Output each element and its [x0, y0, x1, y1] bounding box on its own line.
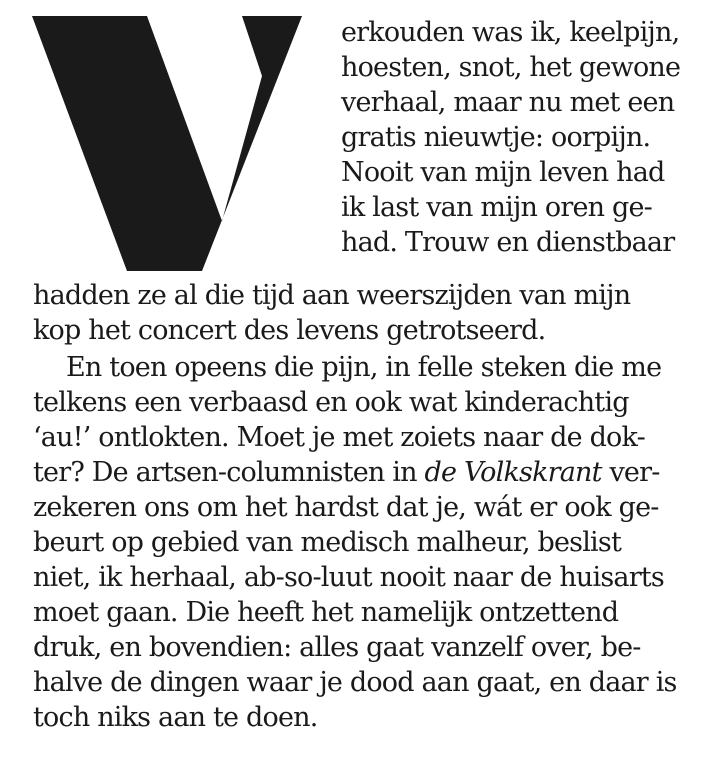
- text-line: druk, en bovendien: alles gaat vanzelf over, be-: [33, 632, 641, 663]
- text-line: erkouden was ik, keelpijn,: [341, 17, 680, 48]
- text-line: [33, 455, 660, 490]
- text-line: niet, ik herhaal, ab-so-luut nooit naar de huisarts: [33, 562, 664, 593]
- text-line: halve de dingen waar je dood aan gaat, en daar is: [33, 667, 677, 698]
- text-line: verhaal, maar nu met een: [341, 87, 675, 118]
- newspaper-title: de Volkskrant: [424, 457, 602, 488]
- text-line: moet gaan. Die heeft het namelijk ontzettend: [33, 597, 619, 628]
- text-line: gratis nieuwtje: oorpijn.: [341, 122, 651, 153]
- text-line: hadden ze al die tijd aan weerszijden van mijn: [33, 280, 631, 311]
- text-line: ‘au!’ ontlokten. Moet je met zoiets naar de dok-: [33, 422, 645, 453]
- drop-cap-v: [32, 16, 302, 271]
- text-line: had. Trouw en dienstbaar: [341, 227, 675, 258]
- text-line: En toen opeens die pijn, in felle steken die me: [66, 352, 662, 383]
- text-line: toch niks aan te doen.: [33, 702, 318, 733]
- text-line: kop het concert des levens getrotseerd.: [33, 315, 546, 346]
- text-line: telkens een verbaasd en ook wat kinderachtig: [33, 387, 629, 418]
- text-run: ver-: [601, 457, 660, 488]
- text-run: ter? De artsen-columnisten in: [33, 457, 425, 488]
- text-line: hoesten, snot, het gewone: [341, 52, 681, 83]
- text-line: zekeren ons om het hardst dat je, wát er ook ge-: [33, 492, 659, 523]
- text-line: Nooit van mijn leven had: [341, 157, 665, 188]
- text-line: beurt op gebied van medisch malheur, beslist: [33, 527, 622, 558]
- text-line: ik last van mijn oren ge-: [341, 192, 653, 223]
